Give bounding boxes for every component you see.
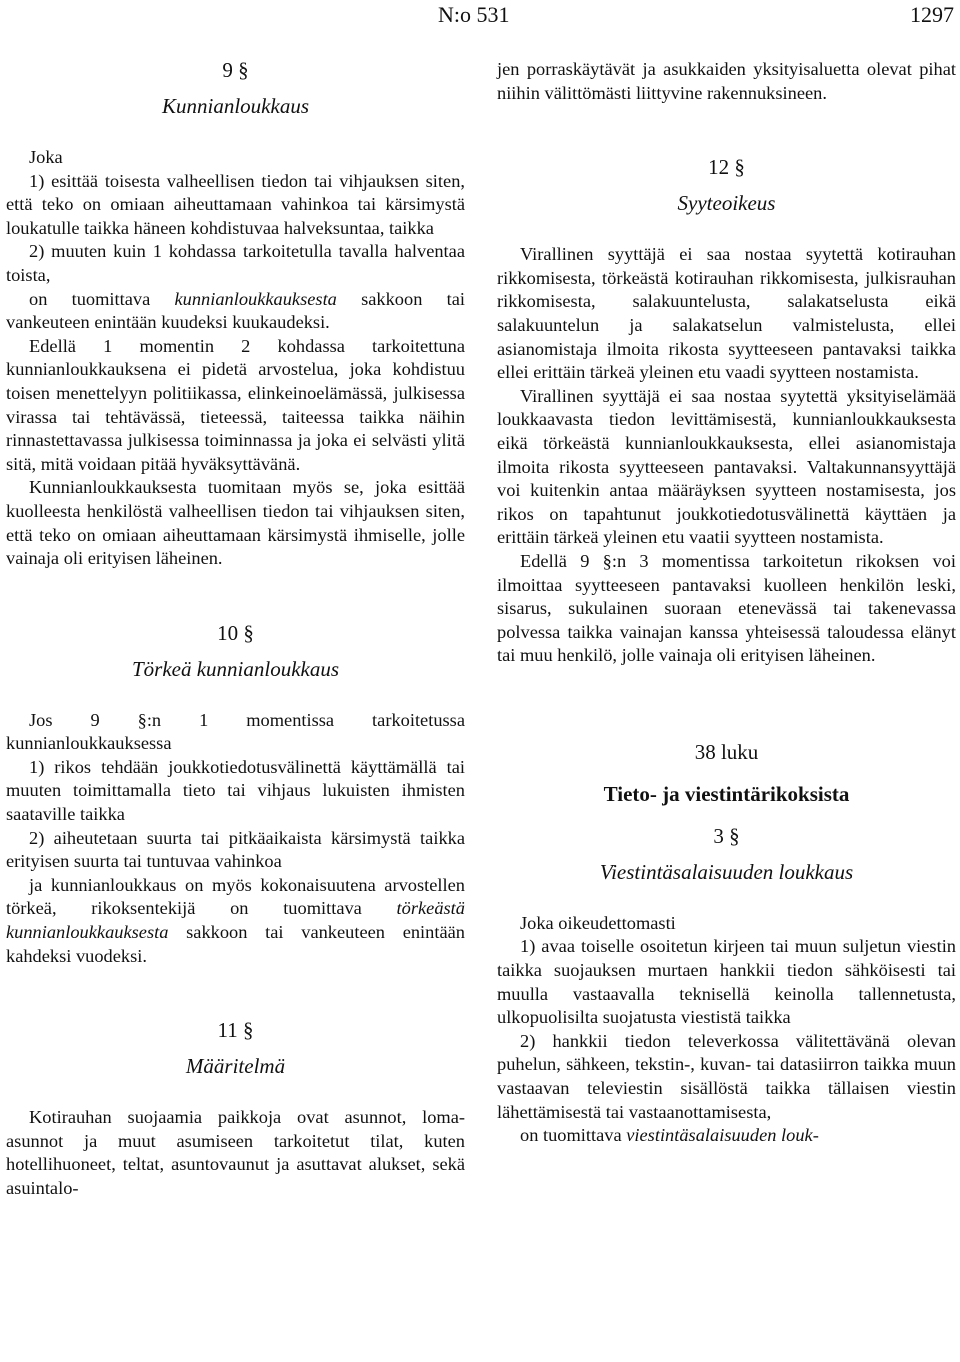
section-12-paragraph: Virallinen syyttäjä ei saa nostaa syytettä kotirauhan rikkomisesta, törkeästä kotirauhan rikkomisesta, julkisrauhan rikkomisesta, salakuuntelusta, salakatselusta eikä salakuuntelun ja salakatselun valmistelusta, ellei asianomistaja ilmoita rikosta syytteeseen pantavaksi taikka ellei erittäin tärkeä yleinen etu vaadi syytteen nostamista. [497,244,956,383]
section-9-paragraph: on tuomittava kunnianloukkauksesta sakkoon tai vankeuteen enintään kuudeksi kuukaudeksi. [6,288,465,333]
section-9-number: 9 § [222,58,249,82]
page-number: 1297 [910,2,954,27]
section-10-paragraph: 2) aiheutetaan suurta tai pitkäaikaista kärsimystä taikka erityisen suurta tai tuntuvaa vahinkoa [6,827,465,872]
section-3-paragraph: on tuomittava viestintäsalaisuuden louk- [520,1125,819,1146]
offence-name: törkeästä kunnianloukkauksesta [6,898,465,943]
right-column [497,58,956,1148]
section-10-paragraph: 1) rikos tehdään joukkotiedotusvälinettä käyttämällä tai muuten toimittamalla tieto tai vihjaus lukuisten ihmisten saataville taikka [6,756,465,825]
section-12-paragraph: Virallinen syyttäjä ei saa nostaa syytettä yksityiselämää loukkaavasta tiedon levittämisestä, kunnianloukkauksesta eikä törkeästä kunnianloukkauksesta, ellei asianomistaja ilmoita rikosta syytteeseen pantavaksi. Valtakunnansyyttäjä voi kuitenkin antaa määräyksen syytteen nostamisesta, jos rikos on tapahtunut joukkotiedotusvälinettä käyttäen ja erittäin tärkeä yleinen etu vaatii syytteen nostamista. [497,385,956,548]
section-3-paragraph: 1) avaa toiselle osoitetun kirjeen tai muun suljetun viestin taikka suojauksen murtaen hankkii tiedon sähköisesti tai muulla vastaavalla teknisellä keinolla tallennetusta, ulkopuolisilta suojatusta viestistä taikka [497,936,956,1028]
section-10-title: Törkeä kunnianloukkaus [131,656,340,681]
section-9-paragraph: Kunnianloukkauksesta tuomitaan myös se, joka esittää kuolleesta henkilöstä valheellisen tiedon tai vihjauksen siten, että teko on omiaan aiheuttamaan kärsimystä ihmiselle, jolle vainaja oli erityisen läheinen. [6,477,465,569]
offence-name: kunnianloukkauksesta [174,288,337,309]
section-12-title: Syyteoikeus [677,191,776,216]
section-11-title: Määritelmä [185,1054,286,1079]
continuation-paragraph: jen porraskäytävät ja asukkaiden yksityisaluetta olevat pihat niihin välittömästi liittyvine rakennuksineen. [497,59,956,103]
section-3-title: Viestintäsalaisuuden loukkaus [599,859,854,884]
section-9-paragraph: 1) esittää toisesta valheellisen tiedon tai vihjauksen siten, että teko on omiaan aiheuttamaan vahinkoa tai kärsimystä loukatulle taikka häneen kohdistuvaa halveksuntaa, taikka [6,170,465,238]
section-10-paragraph: ja kunnianloukkaus on myös kokonaisuutena arvostellen törkeä, rikoksentekijä on tuomittava törkeästä kunnianloukkauksesta sakkoon tai vankeuteen enintään kahdeksi vuodeksi. [6,874,465,966]
statute-number: N:o 531 [438,2,510,27]
section-11-number: 11 § [217,1018,254,1043]
section-12-paragraph: Edellä 9 §:n 3 momentissa tarkoitetun rikoksen voi ilmoittaa syytteeseen pantavaksi kuolleen henkilön leski, sisarus, sukulainen suoraan etenevässä tai takenevassa polvessa taikka vainajan kanssa yhteisessä taloudessa elänyt tai muu henkilö, jolle vainaja oli erityisen läheinen. [497,550,956,666]
section-9-title: Kunnianloukkaus [162,94,309,118]
page-header [0,2,960,32]
section-11-paragraph: Kotirauhan suojaamia paikkoja ovat asunnot, loma-asunnot ja muut asumiseen tarkoitetut tilat, kuten hotellihuoneet, teltat, asuntovaunut ja asuttavat alukset, sekä asuintalo- [6,1107,465,1198]
section-3-paragraph: 2) hankkii tiedon televerkossa välitettävänä olevan puhelun, sähkeen, tekstin-, kuvan- tai datasiirron taikka muun vastaavan televiestin sisällöstä taikka tällaisen viestin lähettämisestä tai vastaanottamisesta, [497,1030,956,1122]
chapter-title: Tieto- ja viestintärikoksista [603,781,850,806]
section-10-number: 10 § [217,620,254,645]
section-9-paragraph: Joka [29,147,63,167]
section-3-number: 3 § [713,823,740,848]
section-3-paragraph: Joka oikeudettomasti [520,912,676,933]
chapter-number: 38 luku [694,739,759,764]
left-column [6,56,465,1201]
section-10-paragraph: Jos 9 §:n 1 momentissa tarkoitetussa kunnianloukkauksessa [6,709,465,754]
section-12-number: 12 § [708,155,745,180]
section-9-paragraph: 2) muuten kuin 1 kohdassa tarkoitetulla tavalla halventaa toista, [6,241,465,285]
offence-name: viestintäsalaisuuden louk- [626,1125,819,1146]
section-9-paragraph: Edellä 1 momentin 2 kohdassa tarkoitettuna kunnianloukkauksena ei pidetä arvostelua, joka kohdistuu toisen menettelyyn politiikassa, elinkeinoelämässä, julkisessa virassa tai tehtävässä, tieteessä, taiteessa taikka näihin rinnastettavassa julkisessa toiminnassa ja joka ei selvästi ylitä sitä, mitä voidaan pitää hyväksyttävänä. [6,335,465,474]
